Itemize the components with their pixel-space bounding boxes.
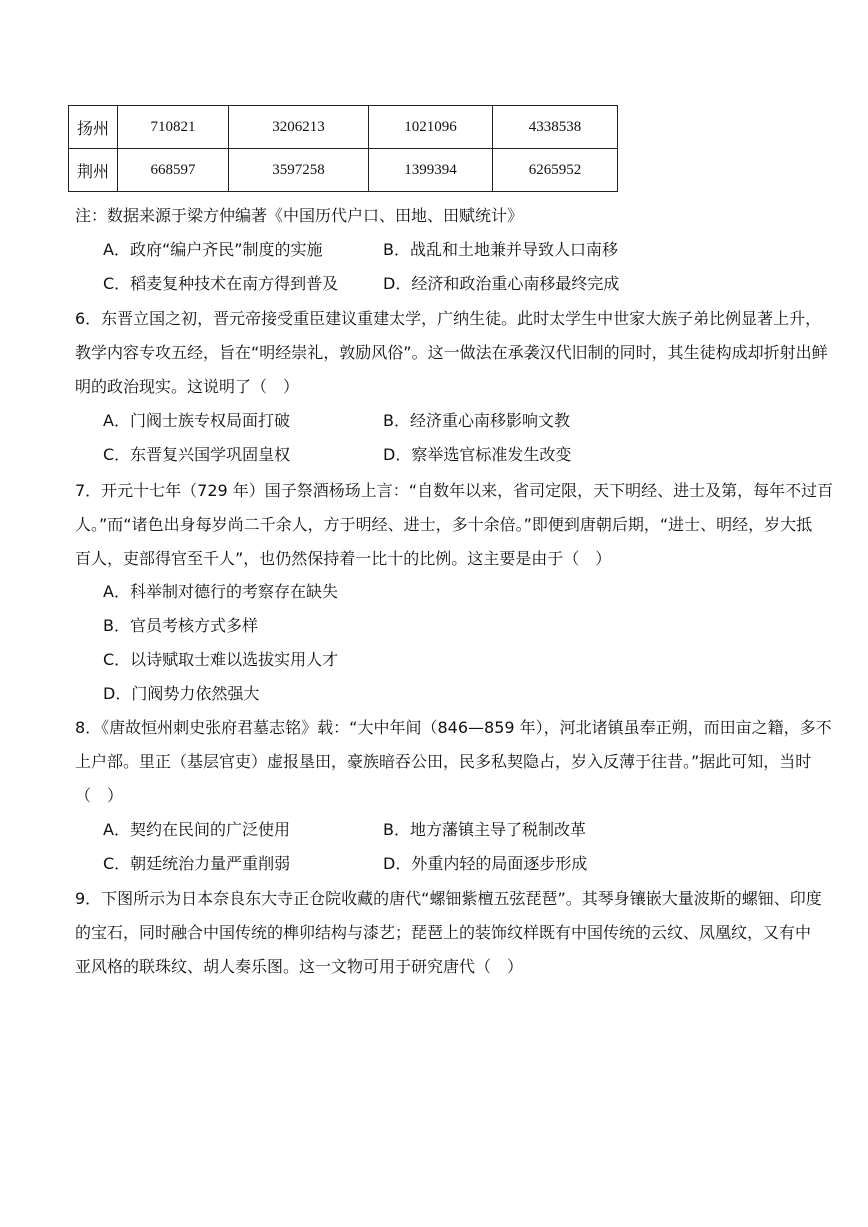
table-cell: 710821	[118, 106, 229, 149]
q5-option-c: C．稻麦复种技术在南方得到普及	[103, 274, 339, 293]
table-cell-region: 荆州	[69, 149, 118, 192]
q9-stem-line: 的宝石，同时融合中国传统的榫卯结构与漆艺；琵琶上的装饰纹样既有中国传统的云纹、凤凰纹，又有中	[75, 923, 812, 942]
table-cell: 1399394	[369, 149, 493, 192]
q8-option-b: B．地方藩镇主导了税制改革	[383, 820, 586, 839]
q6-stem-line: 明的政治现实。这说明了（ ）	[75, 377, 300, 396]
q6-stem-line: 6．东晋立国之初，晋元帝接受重臣建议重建太学，广纳生徒。此时太学生中世家大族子弟比例显著上升，	[75, 309, 822, 328]
q8-stem-line: 上户部。里正（基层官吏）虚报垦田，豪族暗吞公田，民多私契隐占，岁入反薄于往昔。”据此可知，当时	[75, 752, 812, 771]
q6-option-c: C．东晋复兴国学巩固皇权	[103, 445, 291, 464]
q6-stem-line: 教学内容专攻五经，旨在“明经崇礼，敦励风俗”。这一做法在承袭汉代旧制的同时，其生徒构成却折射出鲜	[75, 343, 828, 362]
q5-option-d: D．经济和政治重心南移最终完成	[383, 274, 620, 293]
table-row	[69, 149, 618, 192]
table-note: 注：数据来源于梁方仲编著《中国历代户口、田地、田赋统计》	[75, 206, 524, 225]
table-cell: 668597	[118, 149, 229, 192]
table-cell: 3597258	[229, 149, 369, 192]
q6-option-d: D．察举选官标准发生改变	[383, 445, 572, 464]
q9-stem-line: 9．下图所示为日本奈良东大寺正仓院收藏的唐代“螺钿紫檀五弦琵琶”。其琴身镶嵌大量波斯的螺钿、印度	[75, 889, 822, 908]
q9-stem-line: 亚风格的联珠纹、胡人奏乐图。这一文物可用于研究唐代（ ）	[75, 957, 524, 976]
q8-stem-line: 8．《唐故恒州刺史张府君墓志铭》载：“大中年间（846—859 年），河北诸镇虽奉正朔，而田亩之籍，多不	[75, 718, 832, 737]
q6-option-a: A．门阀士族专权局面打破	[103, 411, 290, 430]
q8-option-d: D．外重内轻的局面逐步形成	[383, 854, 588, 873]
q7-stem-line: 百人，吏部得官至千人”，也仍然保持着一比十的比例。这主要是由于（ ）	[75, 549, 612, 568]
table-cell-region: 扬州	[69, 106, 118, 149]
q5-option-b: B．战乱和土地兼并导致人口南移	[383, 240, 618, 259]
q7-option-c: C．以诗赋取士难以选拔实用人才	[103, 650, 339, 669]
q5-option-a: A．政府“编户齐民”制度的实施	[103, 240, 323, 259]
q7-option-a: A．科举制对德行的考察存在缺失	[103, 582, 338, 601]
table-cell: 3206213	[229, 106, 369, 149]
q7-option-d: D．门阀势力依然强大	[103, 684, 260, 703]
q6-option-b: B．经济重心南移影响文教	[383, 411, 570, 430]
population-table	[68, 105, 618, 192]
q7-stem-line: 7．开元十七年（729 年）国子祭酒杨玚上言：“自数年以来，省司定限，天下明经、进士及第，每年不过百	[75, 481, 834, 500]
table-cell: 6265952	[493, 149, 618, 192]
q8-stem-line: （ ）	[75, 786, 124, 805]
table-row	[69, 106, 618, 149]
q8-option-c: C．朝廷统治力量严重削弱	[103, 854, 291, 873]
q8-option-a: A．契约在民间的广泛使用	[103, 820, 290, 839]
q7-stem-line: 人。”而“诸色出身每岁尚二千余人，方于明经、进士，多十余倍。”即便到唐朝后期，“进士、明经，岁大抵	[75, 515, 813, 534]
table-cell: 4338538	[493, 106, 618, 149]
q7-option-b: B．官员考核方式多样	[103, 616, 258, 635]
table-cell: 1021096	[369, 106, 493, 149]
